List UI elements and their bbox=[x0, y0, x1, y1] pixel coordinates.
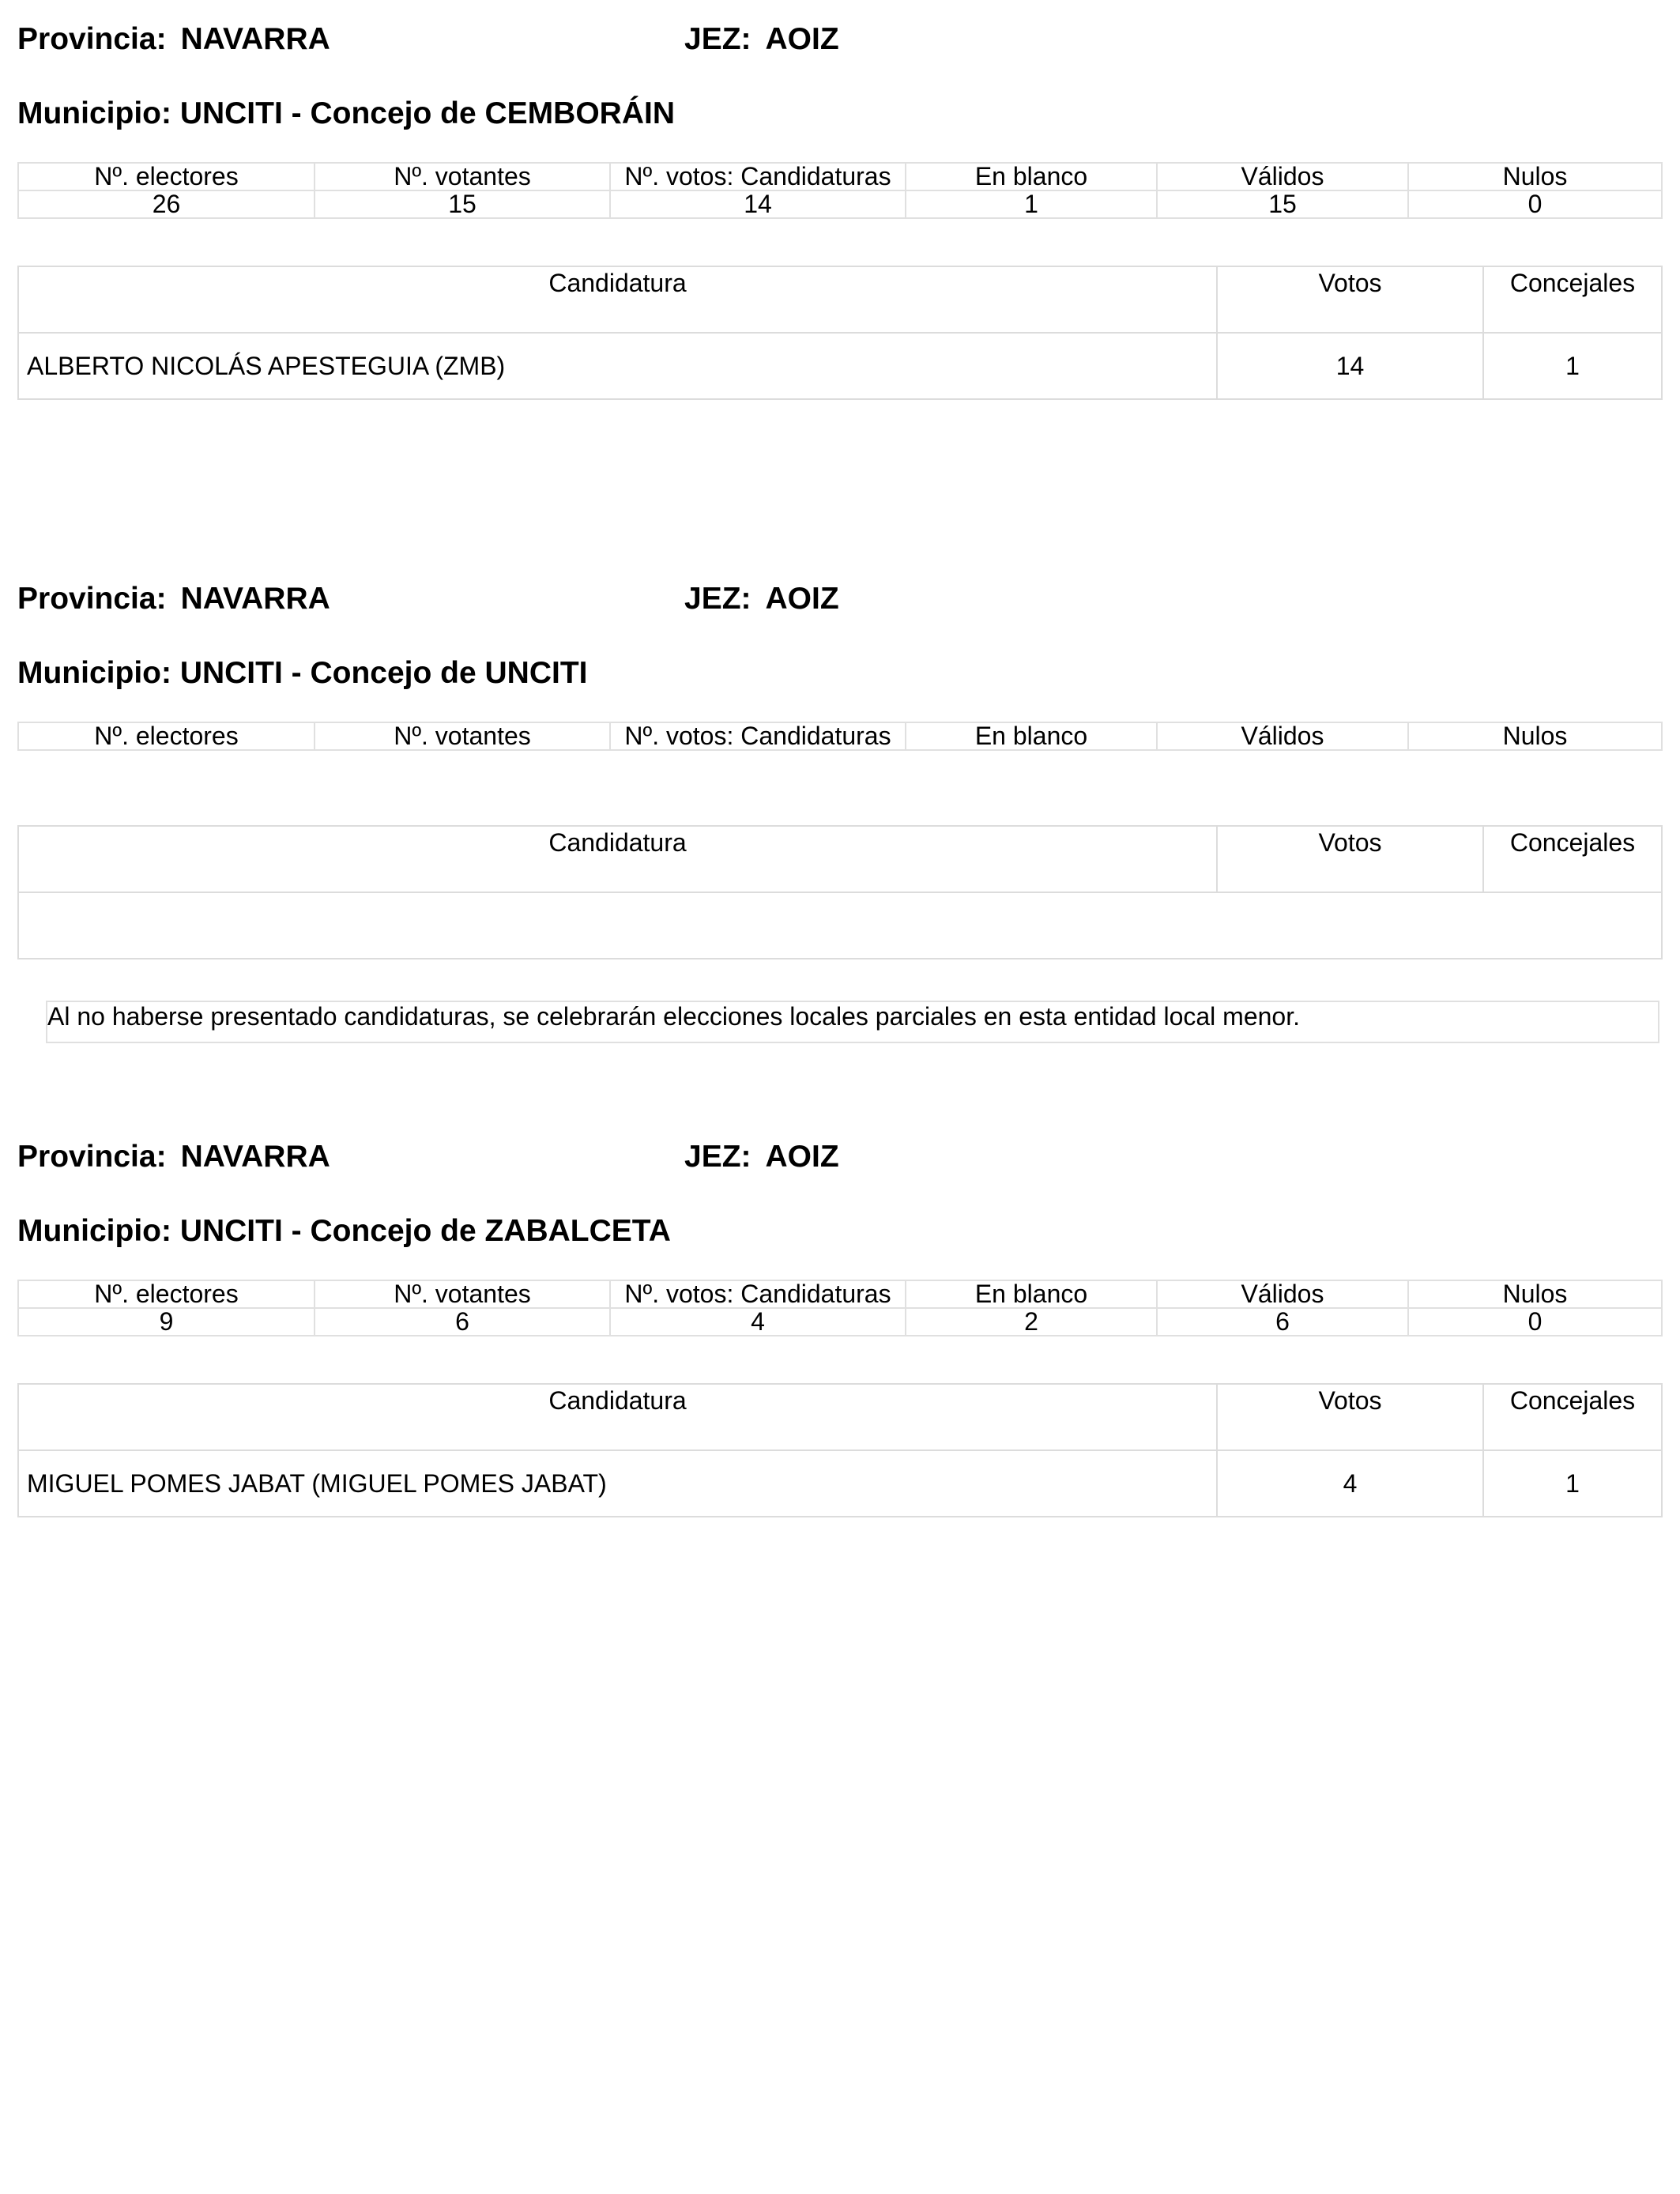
stats-header-electores: Nº. electores bbox=[18, 722, 315, 750]
stats-header-votantes: Nº. votantes bbox=[315, 163, 610, 190]
candidate-row-empty bbox=[18, 892, 1662, 959]
stats-header-validos: Válidos bbox=[1157, 722, 1408, 750]
stats-header-nulos: Nulos bbox=[1408, 1280, 1662, 1308]
stats-header-en-blanco: En blanco bbox=[906, 163, 1157, 190]
candidates-header-row bbox=[18, 826, 1662, 892]
municipio-line bbox=[17, 656, 587, 691]
stats-value-en-blanco: 2 bbox=[906, 1308, 1157, 1336]
jez-value: AOIZ bbox=[765, 582, 839, 616]
stats-header-electores: Nº. electores bbox=[18, 1280, 315, 1308]
jez-value: AOIZ bbox=[765, 22, 839, 56]
municipio-line bbox=[17, 1214, 671, 1249]
jez-value: AOIZ bbox=[765, 1140, 839, 1174]
stats-header-row bbox=[18, 722, 1662, 750]
municipio-label: Municipio: bbox=[17, 1214, 171, 1248]
stats-header-validos: Válidos bbox=[1157, 163, 1408, 190]
candidate-concejales: 1 bbox=[1483, 333, 1662, 399]
jez-line bbox=[684, 582, 839, 616]
stats-header-votos-candidaturas: Nº. votos: Candidaturas bbox=[610, 722, 906, 750]
stats-table bbox=[17, 1280, 1663, 1336]
stats-value-validos: 6 bbox=[1157, 1308, 1408, 1336]
stats-header-row bbox=[18, 1280, 1662, 1308]
stats-table bbox=[17, 722, 1663, 751]
stats-value-electores: 26 bbox=[18, 190, 315, 218]
stats-header-nulos: Nulos bbox=[1408, 163, 1662, 190]
stats-value-nulos: 0 bbox=[1408, 190, 1662, 218]
candidates-header-row bbox=[18, 1384, 1662, 1450]
candidates-header-concejales: Concejales bbox=[1483, 266, 1662, 333]
municipio-value: UNCITI - Concejo de CEMBORÁIN bbox=[179, 96, 675, 130]
candidates-table bbox=[17, 825, 1663, 959]
provincia-line bbox=[17, 1140, 330, 1174]
provincia-label: Provincia: bbox=[17, 1140, 167, 1174]
candidate-name: MIGUEL POMES JABAT (MIGUEL POMES JABAT) bbox=[18, 1450, 1217, 1517]
candidate-empty-cell bbox=[18, 892, 1662, 959]
jez-line bbox=[684, 1140, 839, 1174]
municipio-label: Municipio: bbox=[17, 656, 171, 690]
stats-header-electores: Nº. electores bbox=[18, 163, 315, 190]
provincia-line bbox=[17, 22, 330, 57]
provincia-label: Provincia: bbox=[17, 582, 167, 616]
candidates-header-row bbox=[18, 266, 1662, 333]
candidates-header-concejales: Concejales bbox=[1483, 1384, 1662, 1450]
stats-header-votos-candidaturas: Nº. votos: Candidaturas bbox=[610, 163, 906, 190]
stats-header-en-blanco: En blanco bbox=[906, 722, 1157, 750]
candidate-votos: 4 bbox=[1217, 1450, 1483, 1517]
municipio-value: UNCITI - Concejo de ZABALCETA bbox=[179, 1214, 671, 1248]
stats-value-row bbox=[18, 190, 1662, 218]
municipio-value: UNCITI - Concejo de UNCITI bbox=[179, 656, 588, 690]
candidate-name: ALBERTO NICOLÁS APESTEGUIA (ZMB) bbox=[18, 333, 1217, 399]
candidates-header-votos: Votos bbox=[1217, 826, 1483, 892]
candidates-header-candidatura: Candidatura bbox=[18, 826, 1217, 892]
stats-header-validos: Válidos bbox=[1157, 1280, 1408, 1308]
stats-header-en-blanco: En blanco bbox=[906, 1280, 1157, 1308]
stats-value-votantes: 6 bbox=[315, 1308, 610, 1336]
stats-header-votantes: Nº. votantes bbox=[315, 1280, 610, 1308]
stats-value-en-blanco: 1 bbox=[906, 190, 1157, 218]
stats-table bbox=[17, 162, 1663, 219]
provincia-value: NAVARRA bbox=[180, 22, 330, 56]
candidates-header-candidatura: Candidatura bbox=[18, 1384, 1217, 1450]
candidates-header-votos: Votos bbox=[1217, 266, 1483, 333]
stats-header-votantes: Nº. votantes bbox=[315, 722, 610, 750]
provincia-value: NAVARRA bbox=[180, 582, 330, 616]
candidate-votos: 14 bbox=[1217, 333, 1483, 399]
jez-label: JEZ: bbox=[684, 22, 751, 56]
candidates-header-votos: Votos bbox=[1217, 1384, 1483, 1450]
candidates-header-candidatura: Candidatura bbox=[18, 266, 1217, 333]
candidate-row bbox=[18, 333, 1662, 399]
stats-value-votos-candidaturas: 4 bbox=[610, 1308, 906, 1336]
candidates-header-concejales: Concejales bbox=[1483, 826, 1662, 892]
stats-value-electores: 9 bbox=[18, 1308, 315, 1336]
jez-line bbox=[684, 22, 839, 57]
stats-header-nulos: Nulos bbox=[1408, 722, 1662, 750]
provincia-value: NAVARRA bbox=[180, 1140, 330, 1174]
stats-header-row bbox=[18, 163, 1662, 190]
jez-label: JEZ: bbox=[684, 582, 751, 616]
stats-value-nulos: 0 bbox=[1408, 1308, 1662, 1336]
candidate-concejales: 1 bbox=[1483, 1450, 1662, 1517]
stats-value-row bbox=[18, 1308, 1662, 1336]
stats-value-votos-candidaturas: 14 bbox=[610, 190, 906, 218]
provincia-line bbox=[17, 582, 330, 616]
candidate-row bbox=[18, 1450, 1662, 1517]
candidates-table bbox=[17, 266, 1663, 400]
stats-value-votantes: 15 bbox=[315, 190, 610, 218]
jez-label: JEZ: bbox=[684, 1140, 751, 1174]
no-candidates-note: Al no haberse presentado candidaturas, se celebrarán elecciones locales parciales en esta entidad local menor. bbox=[46, 1001, 1659, 1043]
stats-header-votos-candidaturas: Nº. votos: Candidaturas bbox=[610, 1280, 906, 1308]
candidates-table bbox=[17, 1383, 1663, 1517]
stats-value-validos: 15 bbox=[1157, 190, 1408, 218]
municipio-label: Municipio: bbox=[17, 96, 171, 130]
municipio-line bbox=[17, 96, 675, 131]
provincia-label: Provincia: bbox=[17, 22, 167, 56]
